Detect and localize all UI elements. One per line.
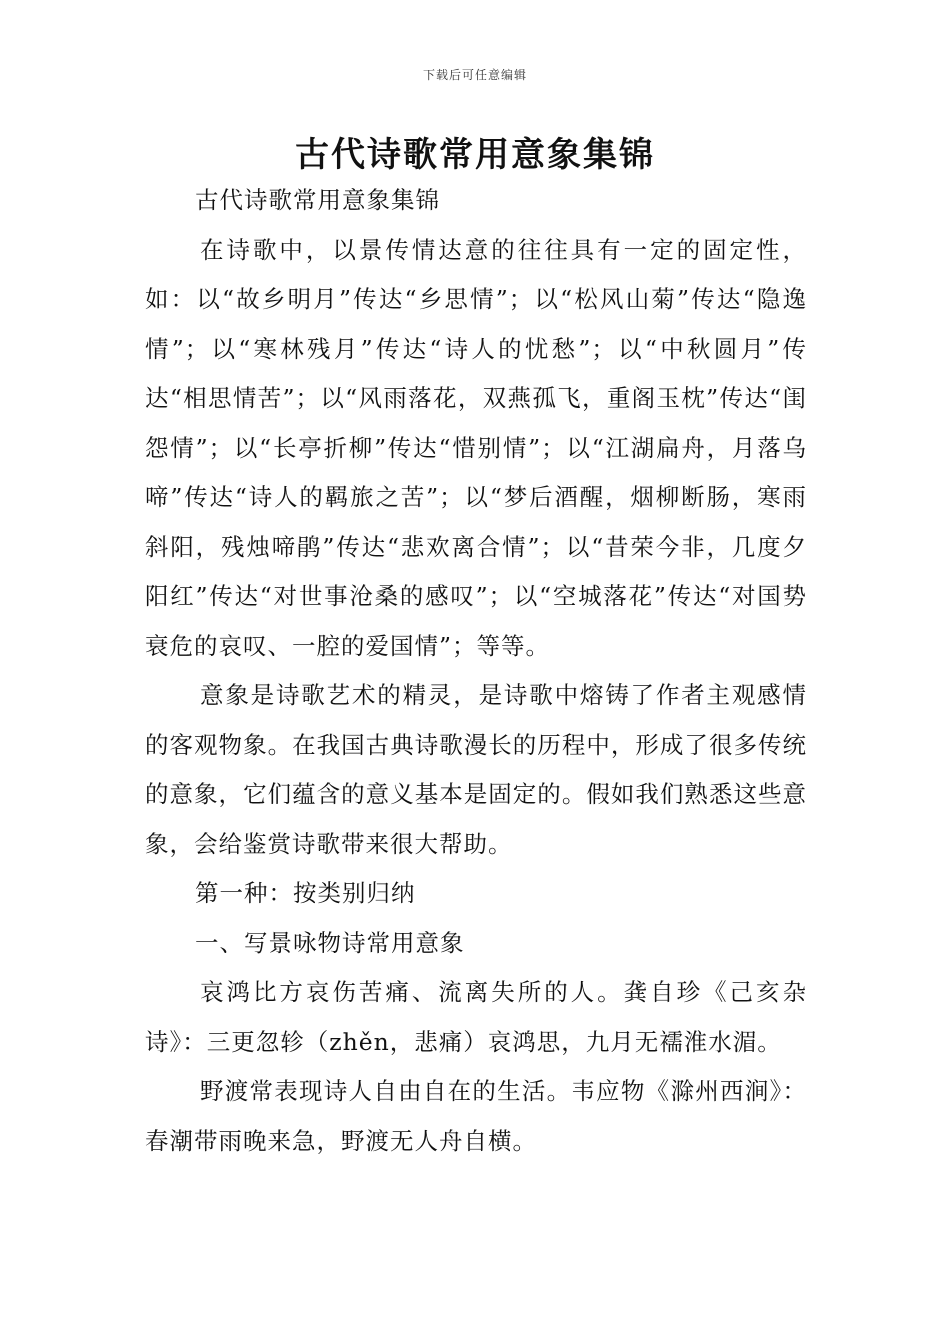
paragraph-imagery-definition: 意象是诗歌艺术的精灵，是诗歌中熔铸了作者主观感情的客观物象。在我国古典诗歌漫长的历程中，形成了很多传统的意象，它们蕴含的意义基本是固定的。假如我们熟悉这些意象，会给鉴赏诗歌带来很大帮助。 <box>145 681 807 858</box>
entry-ai-hong: 哀鸿比方哀伤苦痛、流离失所的人。龚自珍《己亥杂诗》：三更忽轸（zhěn，悲痛）哀鸿思，九月无襦淮水湄。 <box>145 978 807 1056</box>
document-subtitle: 古代诗歌常用意象集锦 <box>195 186 440 214</box>
document-title: 古代诗歌常用意象集锦 <box>295 135 655 175</box>
document-body <box>145 176 807 1166</box>
page-header-note: 下载后可任意编辑 <box>422 68 527 82</box>
entry-ye-du: 野渡常表现诗人自由自在的生活。韦应物《滁州西涧》：春潮带雨晚来急，野渡无人舟自横。 <box>145 1077 807 1155</box>
subsection-heading: 一、写景咏物诗常用意象 <box>195 928 465 957</box>
paragraph-imagery-examples: 在诗歌中，以景传情达意的往往具有一定的固定性，如：以“故乡明月”传达“乡思情”；以“松风山菊”传达“隐逸情”；以“寒林残月”传达“诗人的忧愁”；以“中秋圆月”传达“相思情苦”；以“风雨落花，双燕孤飞，重阁玉枕”传达“闺怨情”；以“长亭折柳”传达“惜别情”；以“江湖扁舟，月落乌啼”传达“诗人的羁旅之苦”；以“梦后酒醒，烟柳断肠，寒雨斜阳，残烛啼鹃”传达“悲欢离合情”；以“昔荣今非，几度夕阳红”传达“对世事沧桑的感叹”；以“空城落花”传达“对国势衰危的哀叹、一腔的爱国情”；等等。 <box>145 235 807 660</box>
section-heading: 第一种：按类别归纳 <box>195 879 416 907</box>
